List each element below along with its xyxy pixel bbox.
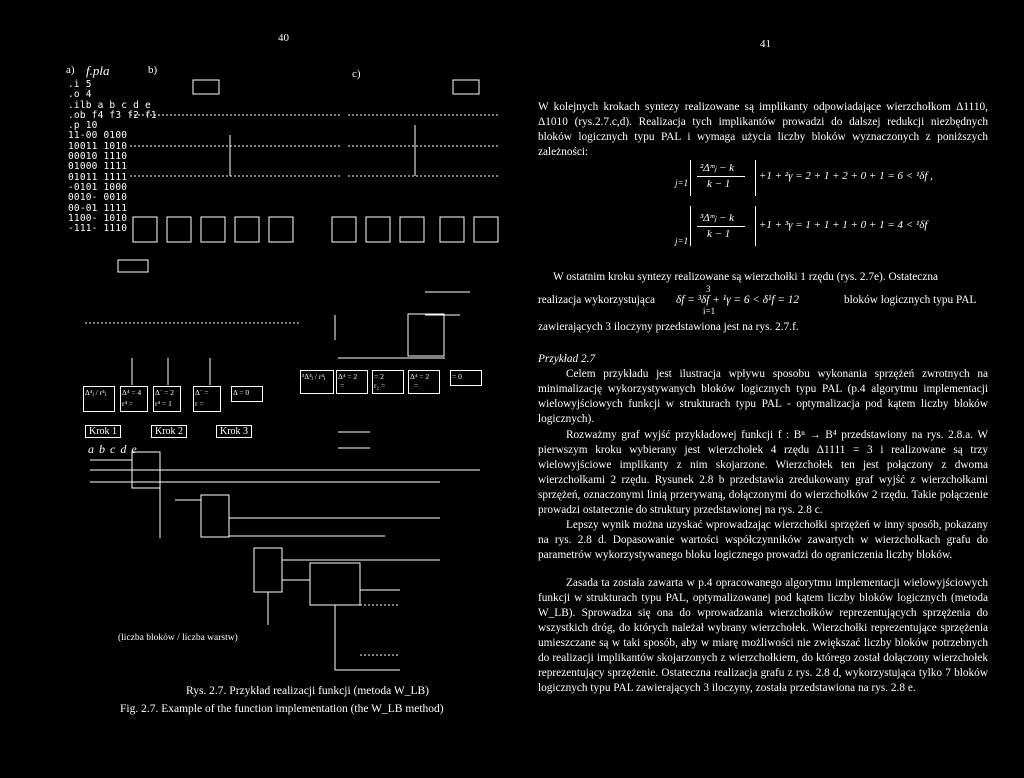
pla-line: .ilb a b c d e (68, 99, 151, 111)
table-cell: Δ = 0 (231, 386, 263, 402)
realization-line (538, 284, 998, 316)
pla-line: 10011 1010 (68, 140, 128, 152)
step-1-label: Krok 1 (85, 425, 121, 438)
intro-paragraph: W kolejnych krokach syntezy realizowane są implikanty odpowiadające wierzchołkom Δ1110, Δ1010 (rys.2.7.c,d). Realizacja tych implikantów prowadzi do dalszej redukcji niezbędnych bloków logicznych typu PAL i wymaga użycia liczby bloków wyznaczonych z poniższych zależności: (538, 101, 988, 158)
better-result-paragraph: Lepszy wynik można uzyskać wprowadzając wierzchołki sprzężeń w inny sposób, pokazany na rys. 2.8 d. Dopasowanie wartości współczynników zawartych w wierzchołkach grafu do parametrów wykorzystywanego bloku logicznego prowadzi do ograniczenia liczby bloków. (538, 519, 988, 561)
table-cell: r⁴ = (122, 399, 134, 408)
last-step-paragraph: W ostatnim kroku syntezy realizowane są wierzchołki 1 rzędu (rys. 2.7e). Ostateczna (553, 271, 938, 283)
table-cell: r = (195, 399, 204, 408)
eq2-denominator: k − 1 (707, 228, 731, 240)
eq2-numerator: ³Δᵐⱼ − k (700, 212, 735, 224)
pla-line: 0010- 0010 (68, 192, 128, 204)
input-variables: a b c d e (88, 442, 138, 456)
step-3-label: Krok 3 (216, 425, 252, 438)
graph-paragraph: Rozważmy graf wyjść przykładowej funkcji f : Bⁿ → B⁴ przedstawiony na rys. 2.8.a. W pierwszym kroku wybierany jest wierzchołek 4 rzędu Δ1111 = 3 i realizowane są trzy wielowyjściowe implikanty z nim skojarzone. Wierzchołek ten jest połączony z dwoma wierzchołkami 2 rzędu. Rysunek 2.8 b przedstawia zredukowany graf wyjść z wierzchołkami sprzężeń, oznaczonymi linią przerywaną, dołączonymi do wierzchołków 2 rzędu. Takie połączenie prowadzi ostatecznie do struktury przedstawionej na rys. 2.8 c. (538, 429, 988, 516)
top-block-c (453, 80, 479, 94)
eq2-right: +1 + ³γ = 1 + 1 + 1 + 0 + 1 = 4 < ¹δf (759, 219, 928, 231)
table-cell: = (414, 381, 419, 390)
table-cell: Δ´ = 2 (153, 386, 181, 412)
panel-c-label: c) (352, 68, 361, 80)
sum-bottom: i=1 (703, 306, 716, 316)
page-number-left: 40 (278, 32, 289, 44)
panel-a-label: a) (66, 64, 75, 76)
pla-line: -111- 1110 (68, 223, 128, 235)
pla-line: 11-00 0100 (68, 130, 128, 142)
implementation-diagram (0, 0, 520, 720)
table-cell: Δ´ = (193, 386, 221, 412)
realization-label: realizacja wykorzystująca (538, 294, 655, 306)
eq1-numerator: ²Δᵐⱼ − k (700, 162, 735, 174)
pla-line: .ob f4 f3 f2 f1 (68, 109, 157, 121)
table-cell: ³Δ⁴ⱼ / r⁴ⱼ (300, 370, 334, 394)
pla-line: 1100- 1010 (68, 212, 128, 224)
pla-line: -0101 1000 (68, 181, 128, 193)
pla-line: .o 4 (68, 89, 92, 101)
eq2-index: j=1 (675, 236, 689, 246)
example-title: Przykład 2.7 (538, 353, 596, 365)
example-paragraph: Celem przykładu jest ilustracja wpływu sposobu wykonania sprzężeń zwrotnych na minimalizację wykorzystywanych bloków logicznych typu PAL (p.4 algorytmu implementacji wielowyjściowych funkcji w strukturach typu PAL - optymalizacja pod kątem liczby bloków logicznych). (538, 368, 988, 425)
step-2-label: Krok 2 (151, 425, 187, 438)
figure-caption-en: Fig. 2.7. Example of the function implementation (the W_LB method) (120, 703, 444, 715)
page-number-right: 41 (760, 38, 771, 50)
figure-caption-pl: Rys. 2.7. Przykład realizacji funkcji (metoda W_LB) (186, 685, 429, 697)
table-cell: r⁴ = 1 (155, 399, 172, 408)
eq1-index: j=1 (675, 178, 689, 188)
table-cell: Δ⁴ⱼ / r⁴ⱼ (83, 386, 115, 412)
realization-formula: δf = ³δf + ¹γ = 6 < δ¹f = 12 (676, 294, 800, 306)
panel-a-title: f.pla (86, 63, 110, 78)
eq1-right: +1 + ²γ = 2 + 1 + 2 + 0 + 1 = 6 < ¹δf , (759, 170, 933, 182)
table-cell: Δ⁴ = 2 (408, 370, 440, 394)
rule-paragraph: Zasada ta została zawarta w p.4 opracowanego algorytmu implementacji wielowyjściowych funkcji w strukturach typu PAL, optymalizowanej pod kątem liczby bloków logicznych (metoda W_LB). Sprowadza się ona do wprowadzania wierzchołków reprezentujących sprzężenia do wszystkich dróg, do których należał wybrany wierzchołek. Wierzchołki reprezentujące sprzężenia umieszczane są w taki sposób, aby w miarę możliwości nie zwiększać liczby bloków potrzebnych do realizacji implikantów skojarzonych z wierzchołkiem, do którego został dołączony wierzchołek reprezentujący sprzężenie. Ostateczna realizacja grafu z rys. 2.8 d, wykorzystująca tylko 7 bloków logicznych typu PAL zawierających 3 iloczyny, została przedstawiona na rys. 2.8 e. (538, 577, 988, 694)
table-cell: = 2 (372, 370, 404, 394)
pla-line: 01011 1111 (68, 171, 128, 183)
pla-line: 00010 1110 (68, 151, 128, 163)
table-cell: r₂ = (374, 381, 386, 390)
pla-line: 01000 1111 (68, 161, 128, 173)
table-cell: Δ⁴ = 4 (120, 386, 148, 412)
top-block-b (193, 80, 219, 94)
table-cell: = 0 (450, 370, 482, 386)
contains-paragraph: zawierających 3 iloczyny przedstawiona jest na rys. 2.7.f. (538, 321, 799, 333)
axis-note: (liczba bloków / liczba warstw) (118, 633, 238, 643)
eq1-denominator: k − 1 (707, 178, 731, 190)
panel-b-label: b) (148, 64, 158, 76)
realization-tail: bloków logicznych typu PAL (844, 294, 977, 306)
pla-line: .i 5 (68, 79, 92, 90)
pla-line: 00-01 1111 (68, 202, 128, 214)
pla-line: .p 10 (68, 120, 98, 132)
equation-2 (675, 206, 995, 246)
table-cell: = (340, 381, 345, 390)
table-cell: Δ⁴ = 2 (336, 370, 368, 394)
equation-1 (675, 160, 995, 200)
sum-top: 3 (706, 284, 711, 294)
